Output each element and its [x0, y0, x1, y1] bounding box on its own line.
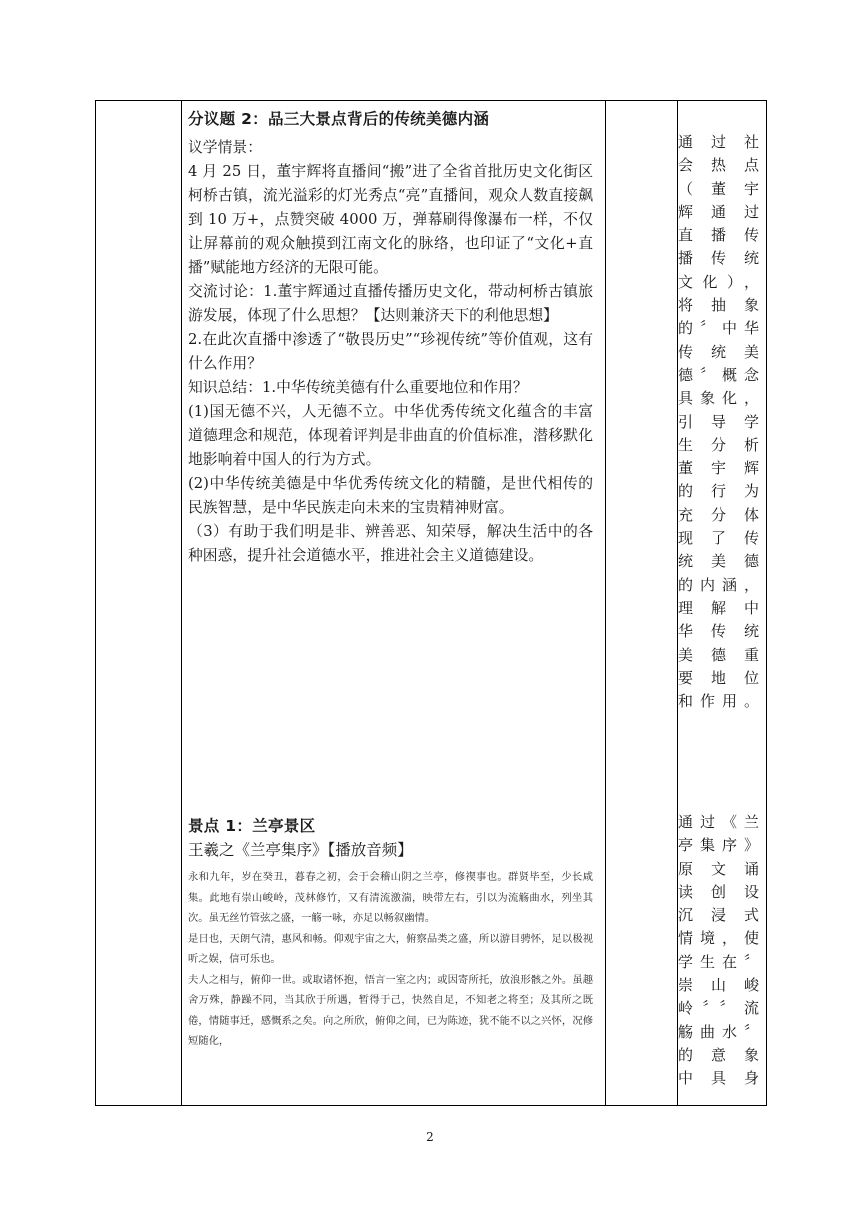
design-note-line: 亭集序》: [678, 836, 760, 855]
design-note-line: 文化），: [678, 272, 760, 291]
design-note-line: （董宇: [678, 179, 760, 198]
column-divider: [605, 101, 606, 1105]
design-note-line: 的内涵，: [678, 575, 760, 594]
summary-point-1: (1)国无德不兴，人无德不立。中华优秀传统文化蕴含的丰富道德理念和规范，体现着评判是非曲直的价值标准，潜移默化地影响着中国人的行为方式。: [188, 403, 593, 468]
section1-design-note: [678, 131, 760, 713]
column-divider: [181, 101, 182, 1105]
design-note-line: 德〞概念: [678, 365, 760, 384]
design-note-line: 华传统: [678, 622, 760, 641]
design-note-line: 生分析: [678, 435, 760, 454]
design-note-line: 读创设: [678, 882, 760, 901]
design-note-line: 理解中: [678, 598, 760, 617]
page-number: 2: [426, 1130, 434, 1144]
discussion-1: 交流讨论：1.董宇辉通过直播传播历史文化，带动柯桥古镇旅游发展，体现了什么思想？【达则兼济天下的利他思想】: [188, 283, 593, 324]
preface-paragraph-1: 永和九年，岁在癸丑，暮春之初，会于会稽山阴之兰亭，修禊事也。群贤毕至，少长咸集。此地有崇山峻岭，茂林修竹，又有清流激湍，映带左右，引以为流觞曲水，列坐其次。虽无丝竹管弦之盛，一觞一咏，亦足以畅叙幽情。: [188, 871, 593, 924]
design-note-line: 辉通过: [678, 202, 760, 221]
section2-design-note: [678, 811, 760, 1091]
knowledge-summary: 知识总结：1.中华传统美德有什么重要地位和作用？: [188, 379, 528, 396]
preface-paragraph-2: 是日也，天朗气清，惠风和畅。仰观宇宙之大，俯察品类之盛，所以游目骋怀，足以极视听之娱，信可乐也。: [188, 932, 593, 965]
design-note-line: 引导学: [678, 412, 760, 431]
design-note-line: 中具身: [678, 1069, 760, 1088]
design-note-line: 现了传: [678, 529, 760, 548]
design-note-line: 会热点: [678, 156, 760, 175]
design-note-line: 播传统: [678, 249, 760, 268]
scenario-label: 议学情景：: [188, 139, 262, 156]
section2-content: [188, 815, 593, 1052]
design-note-line: 统美德: [678, 552, 760, 571]
section2-subtitle: 王羲之《兰亭集序》【播放音频】: [188, 841, 413, 859]
design-note-line: 传统美: [678, 342, 760, 361]
summary-point-2: (2)中华传统美德是中华优秀传统文化的精髓，是世代相传的民族智慧，是中华民族走向未来的宝贵精神财富。: [188, 475, 593, 516]
design-note-line: 要地位: [678, 668, 760, 687]
design-note-line: 充分体: [678, 505, 760, 524]
design-note-line: 董宇辉: [678, 459, 760, 478]
design-note-line: 岭〞〞流: [678, 999, 760, 1018]
section1-content: [188, 108, 593, 568]
design-note-line: 将抽象: [678, 296, 760, 315]
design-note-line: 的意象: [678, 1045, 760, 1064]
design-note-line: 美德重: [678, 645, 760, 664]
discussion-2: 2.在此次直播中渗透了“敬畏历史”“珍视传统”等价值观，这有什么作用？: [188, 331, 593, 372]
design-note-line: 通过社: [678, 133, 760, 151]
design-note-line: 的〞中华: [678, 319, 760, 338]
design-note-line: 学生在〞: [678, 952, 760, 971]
section2-title: 景点 1：兰亭景区: [188, 817, 316, 835]
design-note-line: 直播传: [678, 226, 760, 245]
design-note-line: 沉浸式: [678, 906, 760, 925]
design-note-line: 具象化，: [678, 389, 760, 408]
summary-point-3: （3）有助于我们明是非、辨善恶、知荣辱，解决生活中的各种困惑，提升社会道德水平，推进社会主义道德建设。: [188, 523, 593, 564]
design-note-line: 崇山峻: [678, 976, 760, 995]
section1-title: 分议题 2：品三大景点背后的传统美德内涵: [188, 110, 490, 128]
design-note-line: 觞曲水〞: [678, 1022, 760, 1041]
design-note-line: 原文诵: [678, 859, 760, 878]
design-note-line: 的行为: [678, 482, 760, 501]
design-note-line: 和作用。: [678, 692, 760, 711]
preface-paragraph-3: 夫人之相与，俯仰一世。或取诸怀抱，悟言一室之内；或因寄所托，放浪形骸之外。虽趣舍万殊，静躁不同，当其欣于所遇，暂得于己，快然自足，不知老之将至；及其所之既倦，情随事迁，感慨系之矣。向之所欣，俯仰之间，已为陈迹，犹不能不以之兴怀，况修短随化，: [188, 973, 593, 1047]
lesson-table: [95, 100, 767, 1106]
design-note-line: 情境，使: [678, 929, 760, 948]
scenario-text: 4 月 25 日，董宇辉将直播间“搬”进了全省首批历史文化街区柯桥古镇，流光溢彩的灯光秀点“亮”直播间，观众人数直接飙到 10 万+，点赞突破 4000 万，弹幕刷得像瀑布一样，不仅让屏幕前的观众触摸到江南文化的脉络，也印证了“文化+直播”赋能地方经济的无限可能。: [188, 163, 593, 276]
design-note-line: 通过《兰: [678, 813, 760, 831]
